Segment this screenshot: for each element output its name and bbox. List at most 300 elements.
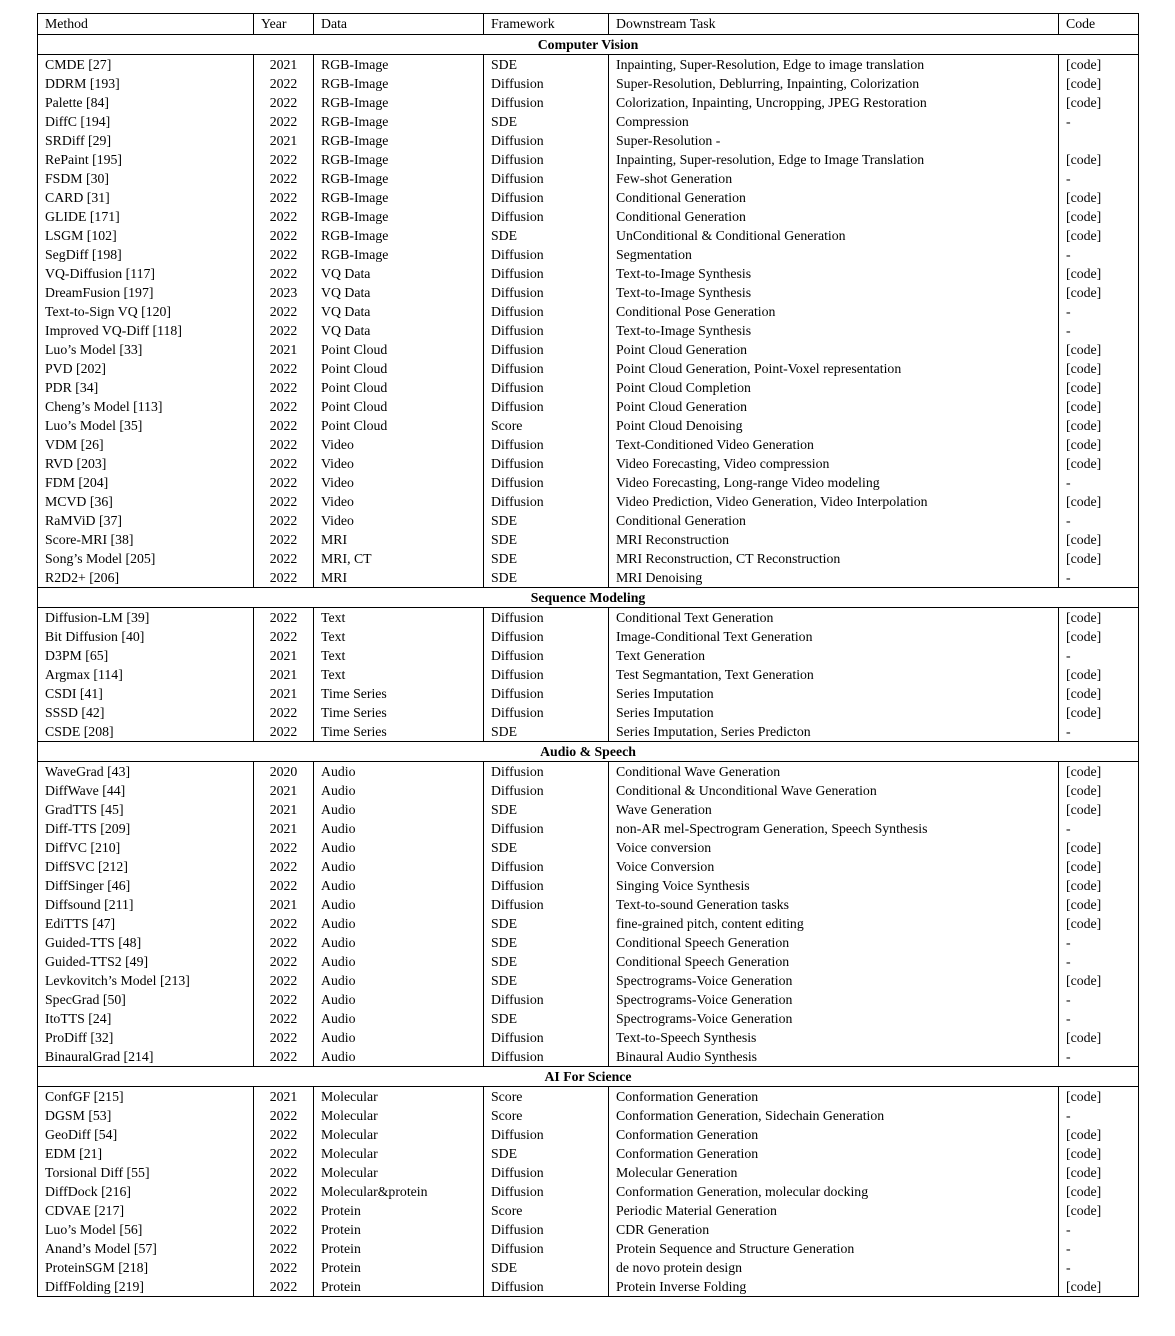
cell-task: Image-Conditional Text Generation: [609, 627, 1059, 646]
cell-data: Audio: [314, 876, 484, 895]
code-link[interactable]: [code]: [1059, 264, 1139, 283]
cell-framework: SDE: [484, 549, 609, 568]
cell-framework: Diffusion: [484, 1163, 609, 1182]
cell-method: CMDE [27]: [38, 55, 254, 75]
cell-task: Voice Conversion: [609, 857, 1059, 876]
col-header-data: Data: [314, 14, 484, 35]
cell-data: Audio: [314, 857, 484, 876]
table-row: [38, 1028, 1139, 1047]
cell-year: 2022: [254, 838, 314, 857]
table-row: [38, 1106, 1139, 1125]
code-link[interactable]: [code]: [1059, 188, 1139, 207]
cell-code: -: [1059, 302, 1139, 321]
cell-year: 2022: [254, 169, 314, 188]
code-link[interactable]: [code]: [1059, 416, 1139, 435]
cell-method: DGSM [53]: [38, 1106, 254, 1125]
cell-task: Conditional Pose Generation: [609, 302, 1059, 321]
cell-method: Guided-TTS2 [49]: [38, 952, 254, 971]
cell-task: Colorization, Inpainting, Uncropping, JPEG Restoration: [609, 93, 1059, 112]
cell-year: 2022: [254, 971, 314, 990]
cell-task: Point Cloud Generation, Point-Voxel representation: [609, 359, 1059, 378]
table-row: [38, 1258, 1139, 1277]
cell-task: Few-shot Generation: [609, 169, 1059, 188]
cell-method: DreamFusion [197]: [38, 283, 254, 302]
cell-method: Improved VQ-Diff [118]: [38, 321, 254, 340]
cell-framework: SDE: [484, 971, 609, 990]
cell-method: Guided-TTS [48]: [38, 933, 254, 952]
cell-method: SSSD [42]: [38, 703, 254, 722]
code-link[interactable]: [code]: [1059, 857, 1139, 876]
cell-method: ProDiff [32]: [38, 1028, 254, 1047]
table-row: [38, 378, 1139, 397]
cell-framework: SDE: [484, 1009, 609, 1028]
cell-framework: Diffusion: [484, 990, 609, 1009]
cell-data: RGB-Image: [314, 131, 484, 150]
section-title: AI For Science: [38, 1067, 1139, 1087]
cell-year: 2022: [254, 1144, 314, 1163]
cell-code: -: [1059, 169, 1139, 188]
cell-year: 2021: [254, 1087, 314, 1107]
col-header-year: Year: [254, 14, 314, 35]
cell-method: DiffSinger [46]: [38, 876, 254, 895]
cell-data: Text: [314, 646, 484, 665]
table-row: [38, 1220, 1139, 1239]
code-link[interactable]: [code]: [1059, 530, 1139, 549]
code-link[interactable]: [code]: [1059, 93, 1139, 112]
cell-task: Text-Conditioned Video Generation: [609, 435, 1059, 454]
table-row: [38, 530, 1139, 549]
code-link[interactable]: [code]: [1059, 340, 1139, 359]
cell-method: DDRM [193]: [38, 74, 254, 93]
cell-data: Audio: [314, 1009, 484, 1028]
code-link[interactable]: [code]: [1059, 895, 1139, 914]
cell-method: Diffusion-LM [39]: [38, 608, 254, 628]
cell-data: MRI, CT: [314, 549, 484, 568]
cell-data: Audio: [314, 895, 484, 914]
cell-method: GLIDE [171]: [38, 207, 254, 226]
cell-task: non-AR mel-Spectrogram Generation, Speech Synthesis: [609, 819, 1059, 838]
cell-method: Cheng’s Model [113]: [38, 397, 254, 416]
code-link[interactable]: [code]: [1059, 283, 1139, 302]
cell-data: VQ Data: [314, 302, 484, 321]
cell-year: 2022: [254, 416, 314, 435]
cell-data: MRI: [314, 568, 484, 588]
cell-task: Conformation Generation: [609, 1125, 1059, 1144]
cell-method: DiffVC [210]: [38, 838, 254, 857]
cell-method: FDM [204]: [38, 473, 254, 492]
cell-year: 2022: [254, 876, 314, 895]
cell-data: Audio: [314, 1028, 484, 1047]
cell-method: Luo’s Model [56]: [38, 1220, 254, 1239]
cell-data: RGB-Image: [314, 169, 484, 188]
cell-task: MRI Denoising: [609, 568, 1059, 588]
table-row: [38, 876, 1139, 895]
cell-data: RGB-Image: [314, 74, 484, 93]
section-row: [38, 742, 1139, 762]
table-row: [38, 150, 1139, 169]
cell-method: ItoTTS [24]: [38, 1009, 254, 1028]
cell-year: 2022: [254, 1106, 314, 1125]
cell-method: CARD [31]: [38, 188, 254, 207]
code-link[interactable]: [code]: [1059, 1028, 1139, 1047]
cell-code: -: [1059, 990, 1139, 1009]
table-row: [38, 207, 1139, 226]
cell-framework: Diffusion: [484, 1277, 609, 1297]
cell-task: Super-Resolution -: [609, 131, 1059, 150]
section-title: Computer Vision: [38, 35, 1139, 55]
table-row: [38, 819, 1139, 838]
cell-code: -: [1059, 646, 1139, 665]
cell-method: SegDiff [198]: [38, 245, 254, 264]
cell-framework: Score: [484, 1087, 609, 1107]
cell-task: Conformation Generation: [609, 1087, 1059, 1107]
cell-data: Molecular: [314, 1163, 484, 1182]
cell-framework: Diffusion: [484, 302, 609, 321]
cell-task: Binaural Audio Synthesis: [609, 1047, 1059, 1067]
code-link[interactable]: [code]: [1059, 207, 1139, 226]
table-row: [38, 511, 1139, 530]
cell-method: WaveGrad [43]: [38, 762, 254, 782]
cell-data: Text: [314, 627, 484, 646]
code-link[interactable]: [code]: [1059, 1201, 1139, 1220]
cell-code: -: [1059, 568, 1139, 588]
cell-data: Video: [314, 473, 484, 492]
cell-method: GradTTS [45]: [38, 800, 254, 819]
cell-task: Conformation Generation: [609, 1144, 1059, 1163]
cell-year: 2023: [254, 283, 314, 302]
cell-method: Diff-TTS [209]: [38, 819, 254, 838]
table-row: [38, 1009, 1139, 1028]
cell-task: fine-grained pitch, content editing: [609, 914, 1059, 933]
cell-data: RGB-Image: [314, 93, 484, 112]
code-link[interactable]: [code]: [1059, 378, 1139, 397]
cell-method: Palette [84]: [38, 93, 254, 112]
cell-year: 2022: [254, 608, 314, 628]
cell-year: 2021: [254, 55, 314, 75]
cell-task: Series Imputation, Series Predicton: [609, 722, 1059, 742]
code-link[interactable]: [code]: [1059, 971, 1139, 990]
cell-task: Point Cloud Completion: [609, 378, 1059, 397]
cell-framework: Diffusion: [484, 857, 609, 876]
cell-data: Molecular: [314, 1106, 484, 1125]
cell-data: Audio: [314, 914, 484, 933]
code-link[interactable]: [code]: [1059, 627, 1139, 646]
code-link[interactable]: [code]: [1059, 397, 1139, 416]
code-link[interactable]: [code]: [1059, 454, 1139, 473]
cell-data: RGB-Image: [314, 55, 484, 75]
cell-task: Series Imputation: [609, 703, 1059, 722]
cell-year: 2022: [254, 952, 314, 971]
table-row: [38, 684, 1139, 703]
cell-method: Score-MRI [38]: [38, 530, 254, 549]
cell-year: 2021: [254, 819, 314, 838]
cell-method: Levkovitch’s Model [213]: [38, 971, 254, 990]
table-row: [38, 93, 1139, 112]
cell-task: Text-to-Image Synthesis: [609, 264, 1059, 283]
cell-task: Inpainting, Super-resolution, Edge to Image Translation: [609, 150, 1059, 169]
table-row: [38, 283, 1139, 302]
table-row: [38, 800, 1139, 819]
cell-task: Video Forecasting, Video compression: [609, 454, 1059, 473]
cell-code: -: [1059, 933, 1139, 952]
cell-framework: Diffusion: [484, 819, 609, 838]
cell-code: -: [1059, 1009, 1139, 1028]
cell-task: Text Generation: [609, 646, 1059, 665]
cell-year: 2022: [254, 473, 314, 492]
table-row: [38, 1047, 1139, 1067]
cell-year: 2022: [254, 397, 314, 416]
cell-framework: SDE: [484, 800, 609, 819]
cell-year: 2021: [254, 781, 314, 800]
cell-data: VQ Data: [314, 264, 484, 283]
cell-code: -: [1059, 1258, 1139, 1277]
cell-year: 2022: [254, 112, 314, 131]
cell-year: 2022: [254, 1277, 314, 1297]
cell-year: 2022: [254, 1258, 314, 1277]
cell-method: Bit Diffusion [40]: [38, 627, 254, 646]
cell-year: 2022: [254, 1220, 314, 1239]
cell-task: UnConditional & Conditional Generation: [609, 226, 1059, 245]
cell-framework: Diffusion: [484, 608, 609, 628]
cell-task: Text-to-sound Generation tasks: [609, 895, 1059, 914]
cell-year: 2022: [254, 1182, 314, 1201]
cell-framework: Score: [484, 1201, 609, 1220]
cell-framework: Diffusion: [484, 1239, 609, 1258]
cell-task: Segmentation: [609, 245, 1059, 264]
cell-task: Video Forecasting, Long-range Video modeling: [609, 473, 1059, 492]
col-header-framework: Framework: [484, 14, 609, 35]
table-row: [38, 74, 1139, 93]
cell-data: Point Cloud: [314, 378, 484, 397]
cell-method: PDR [34]: [38, 378, 254, 397]
section-row: [38, 35, 1139, 55]
section-title: Sequence Modeling: [38, 588, 1139, 608]
cell-framework: Diffusion: [484, 397, 609, 416]
code-link[interactable]: [code]: [1059, 435, 1139, 454]
cell-code: -: [1059, 1220, 1139, 1239]
cell-data: Video: [314, 454, 484, 473]
table-row: [38, 226, 1139, 245]
cell-code: -: [1059, 1047, 1139, 1067]
code-link[interactable]: [code]: [1059, 800, 1139, 819]
table-row: [38, 971, 1139, 990]
cell-task: Conditional Generation: [609, 511, 1059, 530]
cell-task: Periodic Material Generation: [609, 1201, 1059, 1220]
cell-task: Spectrograms-Voice Generation: [609, 971, 1059, 990]
cell-framework: Diffusion: [484, 1125, 609, 1144]
code-link[interactable]: [code]: [1059, 359, 1139, 378]
cell-year: 2022: [254, 857, 314, 876]
cell-data: Audio: [314, 800, 484, 819]
cell-data: Protein: [314, 1277, 484, 1297]
cell-framework: SDE: [484, 914, 609, 933]
code-link[interactable]: [code]: [1059, 781, 1139, 800]
table-row: [38, 1182, 1139, 1201]
cell-data: Protein: [314, 1239, 484, 1258]
cell-framework: Diffusion: [484, 283, 609, 302]
cell-task: Series Imputation: [609, 684, 1059, 703]
cell-framework: Diffusion: [484, 245, 609, 264]
table-row: [38, 1277, 1139, 1297]
cell-code: -: [1059, 112, 1139, 131]
cell-data: Point Cloud: [314, 397, 484, 416]
code-link[interactable]: [code]: [1059, 150, 1139, 169]
code-link[interactable]: [code]: [1059, 703, 1139, 722]
cell-method: GeoDiff [54]: [38, 1125, 254, 1144]
code-link[interactable]: [code]: [1059, 492, 1139, 511]
cell-data: Time Series: [314, 703, 484, 722]
code-link[interactable]: [code]: [1059, 1182, 1139, 1201]
code-link[interactable]: [code]: [1059, 608, 1139, 628]
cell-task: Text-to-Image Synthesis: [609, 321, 1059, 340]
cell-framework: Diffusion: [484, 1028, 609, 1047]
cell-framework: SDE: [484, 952, 609, 971]
col-header-code: Code: [1059, 14, 1139, 35]
cell-year: 2022: [254, 990, 314, 1009]
table-row: [38, 321, 1139, 340]
cell-framework: SDE: [484, 568, 609, 588]
table-row: [38, 1239, 1139, 1258]
cell-data: Point Cloud: [314, 416, 484, 435]
cell-year: 2022: [254, 703, 314, 722]
cell-task: Spectrograms-Voice Generation: [609, 990, 1059, 1009]
section-title: Audio & Speech: [38, 742, 1139, 762]
code-link[interactable]: [code]: [1059, 1163, 1139, 1182]
table-row: [38, 952, 1139, 971]
cell-data: Protein: [314, 1220, 484, 1239]
cell-task: Conditional Text Generation: [609, 608, 1059, 628]
cell-code: -: [1059, 952, 1139, 971]
cell-framework: Diffusion: [484, 703, 609, 722]
cell-framework: Diffusion: [484, 435, 609, 454]
cell-code: -: [1059, 473, 1139, 492]
cell-framework: Diffusion: [484, 1047, 609, 1067]
cell-method: CSDI [41]: [38, 684, 254, 703]
cell-task: Conditional Speech Generation: [609, 952, 1059, 971]
table-body: [38, 35, 1139, 1297]
cell-framework: Diffusion: [484, 321, 609, 340]
cell-method: RaMViD [37]: [38, 511, 254, 530]
cell-framework: Diffusion: [484, 454, 609, 473]
cell-data: Audio: [314, 952, 484, 971]
code-link[interactable]: [code]: [1059, 684, 1139, 703]
code-link[interactable]: [code]: [1059, 1125, 1139, 1144]
cell-data: Audio: [314, 762, 484, 782]
table-row: [38, 435, 1139, 454]
cell-task: Conditional Speech Generation: [609, 933, 1059, 952]
cell-task: Wave Generation: [609, 800, 1059, 819]
cell-year: 2022: [254, 568, 314, 588]
cell-framework: Diffusion: [484, 1182, 609, 1201]
cell-framework: Diffusion: [484, 876, 609, 895]
cell-year: 2022: [254, 914, 314, 933]
cell-year: 2022: [254, 93, 314, 112]
cell-method: Text-to-Sign VQ [120]: [38, 302, 254, 321]
cell-task: Conditional Generation: [609, 207, 1059, 226]
cell-year: 2021: [254, 131, 314, 150]
table-row: [38, 416, 1139, 435]
cell-year: 2022: [254, 530, 314, 549]
cell-method: Diffsound [211]: [38, 895, 254, 914]
cell-task: Singing Voice Synthesis: [609, 876, 1059, 895]
code-link[interactable]: [code]: [1059, 1087, 1139, 1107]
table-row: [38, 762, 1139, 782]
cell-framework: SDE: [484, 112, 609, 131]
cell-task: Text-to-Speech Synthesis: [609, 1028, 1059, 1047]
code-link[interactable]: [code]: [1059, 1277, 1139, 1297]
code-link[interactable]: [code]: [1059, 1144, 1139, 1163]
cell-method: RePaint [195]: [38, 150, 254, 169]
cell-year: 2022: [254, 1163, 314, 1182]
cell-year: 2022: [254, 1009, 314, 1028]
table-row: [38, 454, 1139, 473]
cell-year: 2021: [254, 895, 314, 914]
cell-framework: SDE: [484, 722, 609, 742]
table-row: [38, 169, 1139, 188]
cell-framework: Diffusion: [484, 895, 609, 914]
cell-year: 2022: [254, 150, 314, 169]
cell-year: 2022: [254, 359, 314, 378]
cell-framework: Diffusion: [484, 646, 609, 665]
cell-data: Molecular: [314, 1087, 484, 1107]
cell-year: 2022: [254, 492, 314, 511]
cell-framework: Score: [484, 1106, 609, 1125]
cell-data: Time Series: [314, 722, 484, 742]
cell-framework: Diffusion: [484, 665, 609, 684]
code-link[interactable]: [code]: [1059, 914, 1139, 933]
cell-framework: Diffusion: [484, 207, 609, 226]
cell-method: SRDiff [29]: [38, 131, 254, 150]
code-link[interactable]: [code]: [1059, 762, 1139, 782]
cell-data: Audio: [314, 819, 484, 838]
cell-data: Audio: [314, 838, 484, 857]
cell-data: VQ Data: [314, 321, 484, 340]
code-link[interactable]: [code]: [1059, 838, 1139, 857]
cell-method: ConfGF [215]: [38, 1087, 254, 1107]
code-link[interactable]: [code]: [1059, 55, 1139, 75]
cell-data: Video: [314, 492, 484, 511]
cell-year: 2022: [254, 722, 314, 742]
cell-data: Audio: [314, 1047, 484, 1067]
cell-code: [1059, 131, 1139, 150]
cell-method: CSDE [208]: [38, 722, 254, 742]
code-link[interactable]: [code]: [1059, 74, 1139, 93]
cell-task: Conditional Wave Generation: [609, 762, 1059, 782]
cell-method: ProteinSGM [218]: [38, 1258, 254, 1277]
code-link[interactable]: [code]: [1059, 226, 1139, 245]
cell-year: 2021: [254, 665, 314, 684]
table-row: [38, 608, 1139, 628]
cell-method: DiffC [194]: [38, 112, 254, 131]
cell-method: VDM [26]: [38, 435, 254, 454]
table-row: [38, 1201, 1139, 1220]
cell-framework: SDE: [484, 838, 609, 857]
cell-year: 2022: [254, 245, 314, 264]
cell-year: 2020: [254, 762, 314, 782]
cell-method: RVD [203]: [38, 454, 254, 473]
cell-data: Point Cloud: [314, 359, 484, 378]
cell-method: DiffFolding [219]: [38, 1277, 254, 1297]
code-link[interactable]: [code]: [1059, 876, 1139, 895]
cell-framework: Diffusion: [484, 378, 609, 397]
code-link[interactable]: [code]: [1059, 665, 1139, 684]
cell-data: Molecular&protein: [314, 1182, 484, 1201]
cell-year: 2022: [254, 1028, 314, 1047]
code-link[interactable]: [code]: [1059, 549, 1139, 568]
cell-year: 2022: [254, 1047, 314, 1067]
cell-year: 2022: [254, 435, 314, 454]
cell-framework: SDE: [484, 933, 609, 952]
